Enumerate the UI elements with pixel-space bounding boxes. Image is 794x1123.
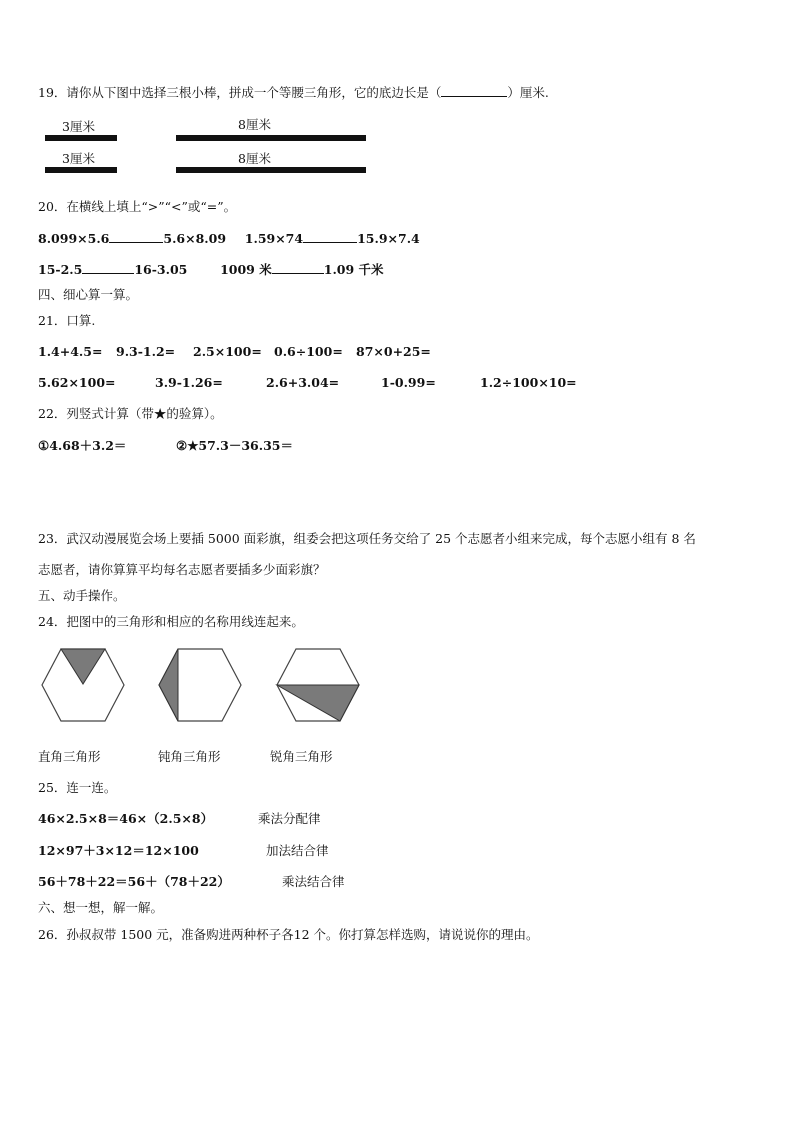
q20-expr: 5.6×8.09 [163, 231, 227, 246]
q21-expr: 1-0.99= [381, 375, 436, 390]
q19-text [38, 84, 549, 101]
q24-title: 24．把图中的三角形和相应的名称用线连起来。 [38, 614, 304, 629]
stick-8cm-1[interactable] [176, 135, 366, 141]
q22-item-1: ①4.68＋3.2＝ [38, 438, 127, 453]
q21-expr: 2.6+3.04= [266, 375, 340, 390]
q21-expr: 1.4+4.5= [38, 344, 103, 359]
hexagon-right-triangle-figure[interactable] [38, 646, 128, 724]
q21-expr: 3.9-1.26= [155, 375, 223, 390]
q25-title: 25．连一连。 [38, 780, 117, 795]
q21-expr: 5.62×100= [38, 375, 116, 390]
q24-name-right[interactable]: 直角三角形 [38, 749, 101, 764]
q25-law-2[interactable]: 加法结合律 [266, 843, 329, 858]
q20-expr: 15.9×7.4 [357, 231, 420, 246]
q25-equation-3[interactable]: 56＋78＋22＝56＋（78＋22） [38, 874, 230, 889]
q25-law-3[interactable]: 乘法结合律 [282, 874, 345, 889]
q20-expr: 8.099×5.6 [38, 231, 110, 246]
q21-expr: 87×0+25= [356, 344, 431, 359]
q25-law-1[interactable]: 乘法分配律 [258, 811, 321, 826]
stick-label-3: 3厘米 [62, 151, 95, 166]
q25-equation-1[interactable]: 46×2.5×8＝46×（2.5×8） [38, 811, 214, 826]
q21-expr: 2.5×100= [193, 344, 262, 359]
q21-expr: 1.2÷100×10= [480, 375, 577, 390]
q19-answer-blank[interactable] [441, 84, 507, 97]
q20-expr: 1009 米 [220, 262, 272, 277]
q20-expr: 16-3.05 [134, 262, 188, 277]
hexagon-acute-triangle-figure[interactable] [273, 646, 363, 724]
q20-expr: 1.09 千米 [323, 262, 384, 277]
q21-title: 21．口算. [38, 313, 96, 328]
stick-label-1: 3厘米 [62, 119, 95, 134]
section-6-heading: 六、想一想，解一解。 [38, 900, 164, 915]
q23-line-2: 志愿者，请你算算平均每名志愿者要插多少面彩旗？ [38, 562, 326, 577]
q20-blank[interactable] [303, 230, 357, 243]
q20-row2 [38, 261, 384, 278]
q20-blank[interactable] [109, 230, 163, 243]
q20-row1 [38, 230, 420, 247]
stick-3cm-1[interactable] [45, 135, 117, 141]
stick-label-2: 8厘米 [238, 117, 271, 132]
q20-expr: 15-2.5 [38, 262, 83, 277]
q22-item-2: ②★57.3－36.35＝ [176, 438, 293, 453]
q26-text: 26．孙叔叔带 1500 元，准备购进两种杯子各12 个。你打算怎样选购，请说说你的理由。 [38, 927, 539, 942]
q20-title: 20．在横线上填上“>”“<”或“=”。 [38, 199, 237, 214]
stick-label-4: 8厘米 [238, 151, 271, 166]
q20-blank[interactable] [272, 261, 324, 274]
q20-blank[interactable] [82, 261, 134, 274]
q24-name-obtuse[interactable]: 钝角三角形 [158, 749, 221, 764]
q25-equation-2[interactable]: 12×97＋3×12＝12×100 [38, 843, 199, 858]
stick-3cm-2[interactable] [45, 167, 117, 173]
q19-text-end: ）厘米. [507, 85, 549, 100]
q21-expr: 0.6÷100= [274, 344, 343, 359]
q23-line-1: 23．武汉动漫展览会场上要插 5000 面彩旗，组委会把这项任务交给了 25 个志愿者小组来完成，每个志愿小组有 8 名 [38, 531, 696, 546]
q19-text-start: 19．请你从下图中选择三根小棒，拼成一个等腰三角形，它的底边长是（ [38, 85, 442, 100]
section-4-heading: 四、细心算一算。 [38, 287, 139, 302]
q22-title: 22．列竖式计算（带★的验算）。 [38, 406, 223, 421]
section-5-heading: 五、动手操作。 [38, 588, 126, 603]
q24-name-acute[interactable]: 锐角三角形 [270, 749, 333, 764]
hexagon-obtuse-triangle-figure[interactable] [155, 646, 245, 724]
stick-8cm-2[interactable] [176, 167, 366, 173]
q21-expr: 9.3-1.2= [116, 344, 176, 359]
q20-expr: 1.59×74 [244, 231, 304, 246]
